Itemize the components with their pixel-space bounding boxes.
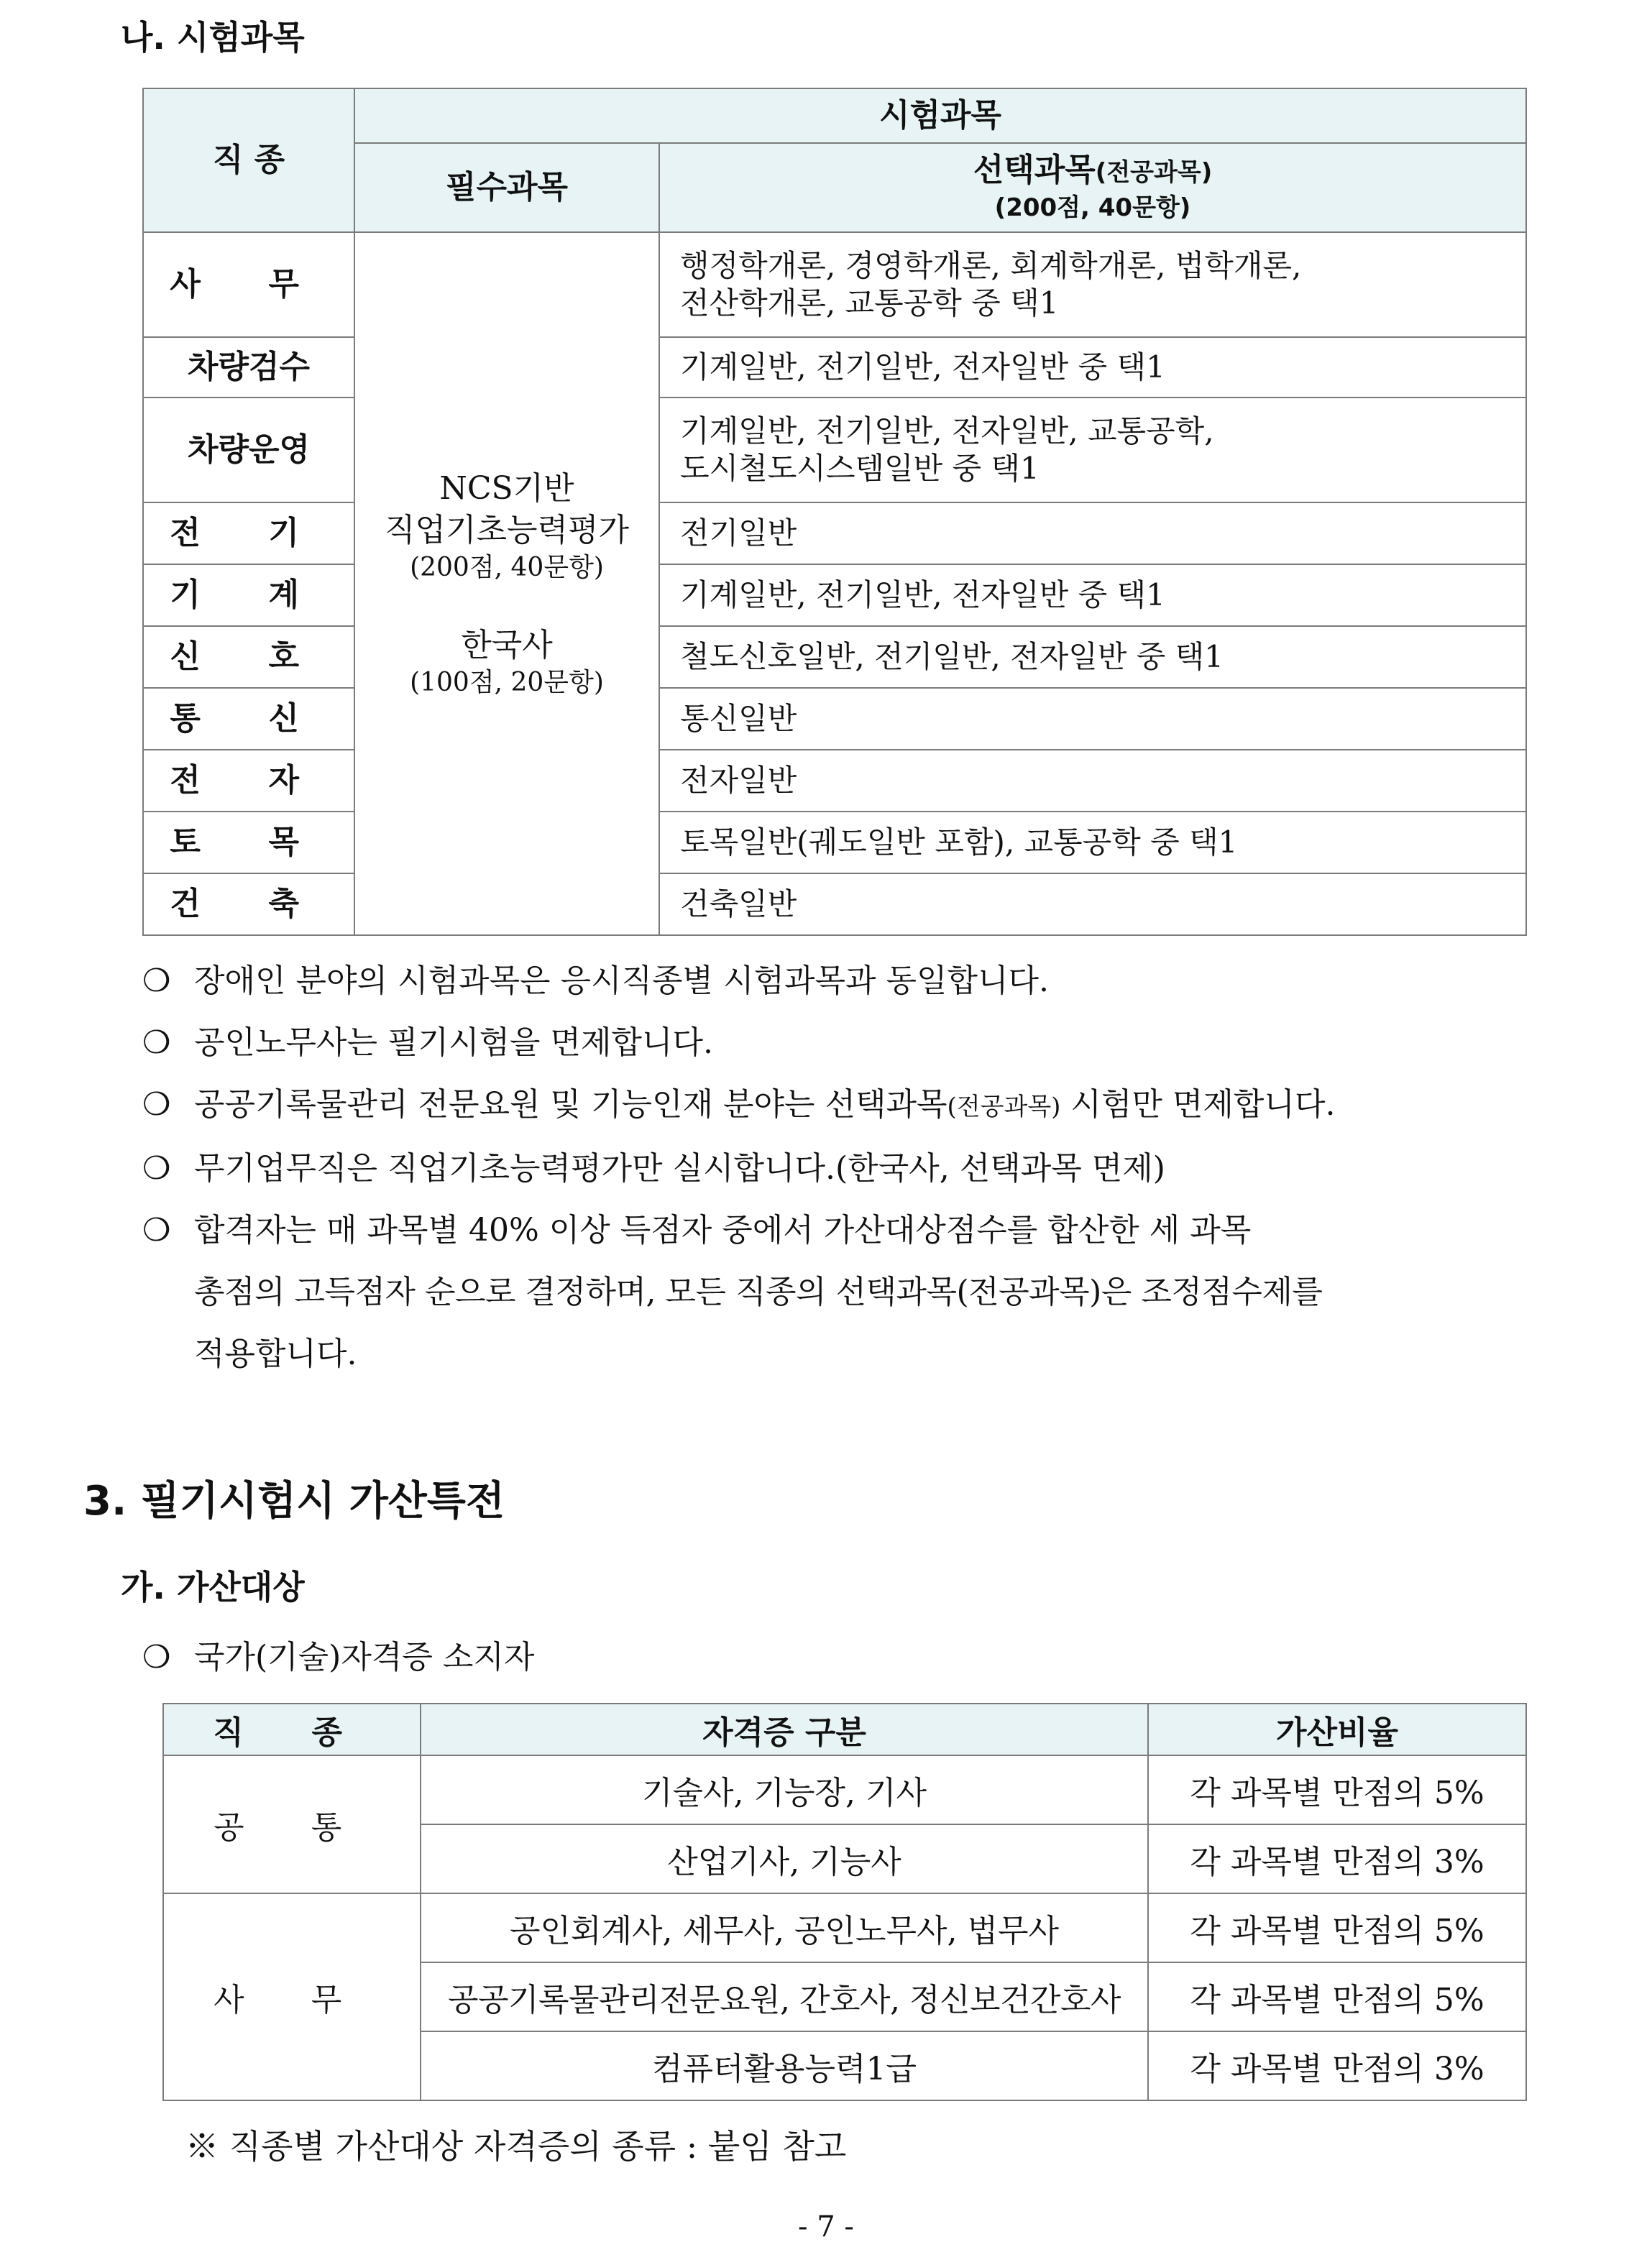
header-optional (659, 143, 1526, 232)
reference-note: ※ 직종별 가산대상 자격증의 종류 : 붙임 참고 (185, 2127, 847, 2166)
ratio-cell: 각 과목별 만점의 5% (1148, 1755, 1526, 1824)
optional-subjects: 기계일반, 전기일반, 전자일반 중 택1 (659, 564, 1526, 626)
header-optional-points: (200점, 40문항) (994, 193, 1191, 222)
ratio-cell: 각 과목별 만점의 3% (1148, 2031, 1526, 2100)
bonus-table (162, 1703, 1527, 2101)
notes-list (142, 950, 1537, 1385)
cert-cell: 컴퓨터활용능력1급 (421, 2031, 1148, 2100)
header-job: 직 종 (163, 1704, 421, 1755)
job-cell: 기 계 (143, 564, 354, 626)
circle-bullet-icon: ❍ (142, 1024, 171, 1061)
job-cell: 공 통 (163, 1755, 421, 1893)
list-item: ❍ 합격자는 매 과목별 40% 이상 득점자 중에서 가산대상점수를 합산한 세 과목 총점의 고득점자 순으로 결정하며, 모든 직종의 선택과목(전공과목)은 조정점수제를 적용합니다. (142, 1200, 1537, 1385)
list-item: ❍ 국가(기술)자격증 소지자 (142, 1630, 534, 1685)
header-cert: 자격증 구분 (421, 1704, 1148, 1755)
section-title-bonus-target: 가. 가산대상 (121, 1568, 305, 1607)
job-cell: 사 무 (163, 1893, 421, 2100)
optional-subjects: 건축일반 (659, 873, 1526, 935)
optional-subjects: 철도신호일반, 전기일반, 전자일반 중 택1 (659, 626, 1526, 688)
circle-bullet-icon: ❍ (142, 1150, 171, 1187)
table-row (163, 1893, 1526, 1962)
job-cell: 건 축 (143, 873, 354, 935)
list-item: ❍ 무기업무직은 직업기초능력평가만 실시합니다.(한국사, 선택과목 면제) (142, 1138, 1537, 1200)
optional-subjects: 전자일반 (659, 750, 1526, 812)
cert-cell: 기술사, 기능장, 기사 (421, 1755, 1148, 1824)
exam-subjects-table (142, 88, 1527, 936)
table-row (163, 1755, 1526, 1824)
circle-bullet-icon: ❍ (142, 1639, 171, 1676)
circle-bullet-icon: ❍ (142, 962, 171, 999)
optional-subjects: 행정학개론, 경영학개론, 회계학개론, 법학개론, 전산학개론, 교통공학 중 택1 (659, 232, 1526, 337)
page-number: - 7 - (798, 2210, 854, 2243)
job-cell: 사 무 (143, 232, 354, 337)
ratio-cell: 각 과목별 만점의 3% (1148, 1824, 1526, 1893)
cert-cell: 산업기사, 기능사 (421, 1824, 1148, 1893)
header-optional-label: 선택과목 (973, 151, 1096, 188)
job-cell: 통 신 (143, 688, 354, 750)
required-ncs: NCS기반 (439, 470, 574, 507)
optional-subjects: 통신일반 (659, 688, 1526, 750)
ratio-cell: 각 과목별 만점의 5% (1148, 1962, 1526, 2031)
cert-cell: 공인회계사, 세무사, 공인노무사, 법무사 (421, 1893, 1148, 1962)
required-ncs-line2: 직업기초능력평가 (384, 512, 630, 548)
header-optional-note: (전공과목) (1095, 157, 1213, 187)
list-item: ❍ 장애인 분야의 시험과목은 응시직종별 시험과목과 동일합니다. (142, 950, 1537, 1012)
required-history: 한국사 (461, 627, 553, 663)
job-cell: 전 기 (143, 502, 354, 564)
job-cell: 차량운영 (143, 398, 354, 502)
header-required: 필수과목 (354, 143, 659, 232)
section-title-bonus: 3. 필기시험시 가산특전 (83, 1478, 505, 1525)
required-subjects-cell (354, 232, 659, 935)
list-item: ❍ 공공기록물관리 전문요원 및 기능인재 분야는 선택과목(전공과목) 시험만 면제합니다. (142, 1074, 1537, 1138)
ratio-cell: 각 과목별 만점의 5% (1148, 1893, 1526, 1962)
job-cell: 전 자 (143, 750, 354, 812)
required-history-points: (100점, 20문항) (410, 668, 604, 697)
section-title-subjects: 나. 시험과목 (121, 18, 305, 57)
header-job: 직 종 (143, 88, 354, 232)
bonus-target-item (142, 1630, 534, 1685)
header-ratio: 가산비율 (1148, 1704, 1526, 1755)
job-cell: 신 호 (143, 626, 354, 688)
optional-subjects: 전기일반 (659, 502, 1526, 564)
optional-subjects: 기계일반, 전기일반, 전자일반 중 택1 (659, 337, 1526, 398)
header-subjects: 시험과목 (354, 88, 1526, 143)
cert-cell: 공공기록물관리전문요원, 간호사, 정신보건간호사 (421, 1962, 1148, 2031)
optional-subjects: 기계일반, 전기일반, 전자일반, 교통공학, 도시철도시스템일반 중 택1 (659, 398, 1526, 502)
optional-subjects: 토목일반(궤도일반 포함), 교통공학 중 택1 (659, 812, 1526, 873)
job-cell: 토 목 (143, 812, 354, 873)
circle-bullet-icon: ❍ (142, 1086, 171, 1123)
list-item: ❍ 공인노무사는 필기시험을 면제합니다. (142, 1012, 1537, 1074)
job-cell: 차량검수 (143, 337, 354, 398)
circle-bullet-icon: ❍ (142, 1212, 171, 1249)
required-ncs-points: (200점, 40문항) (410, 553, 604, 582)
